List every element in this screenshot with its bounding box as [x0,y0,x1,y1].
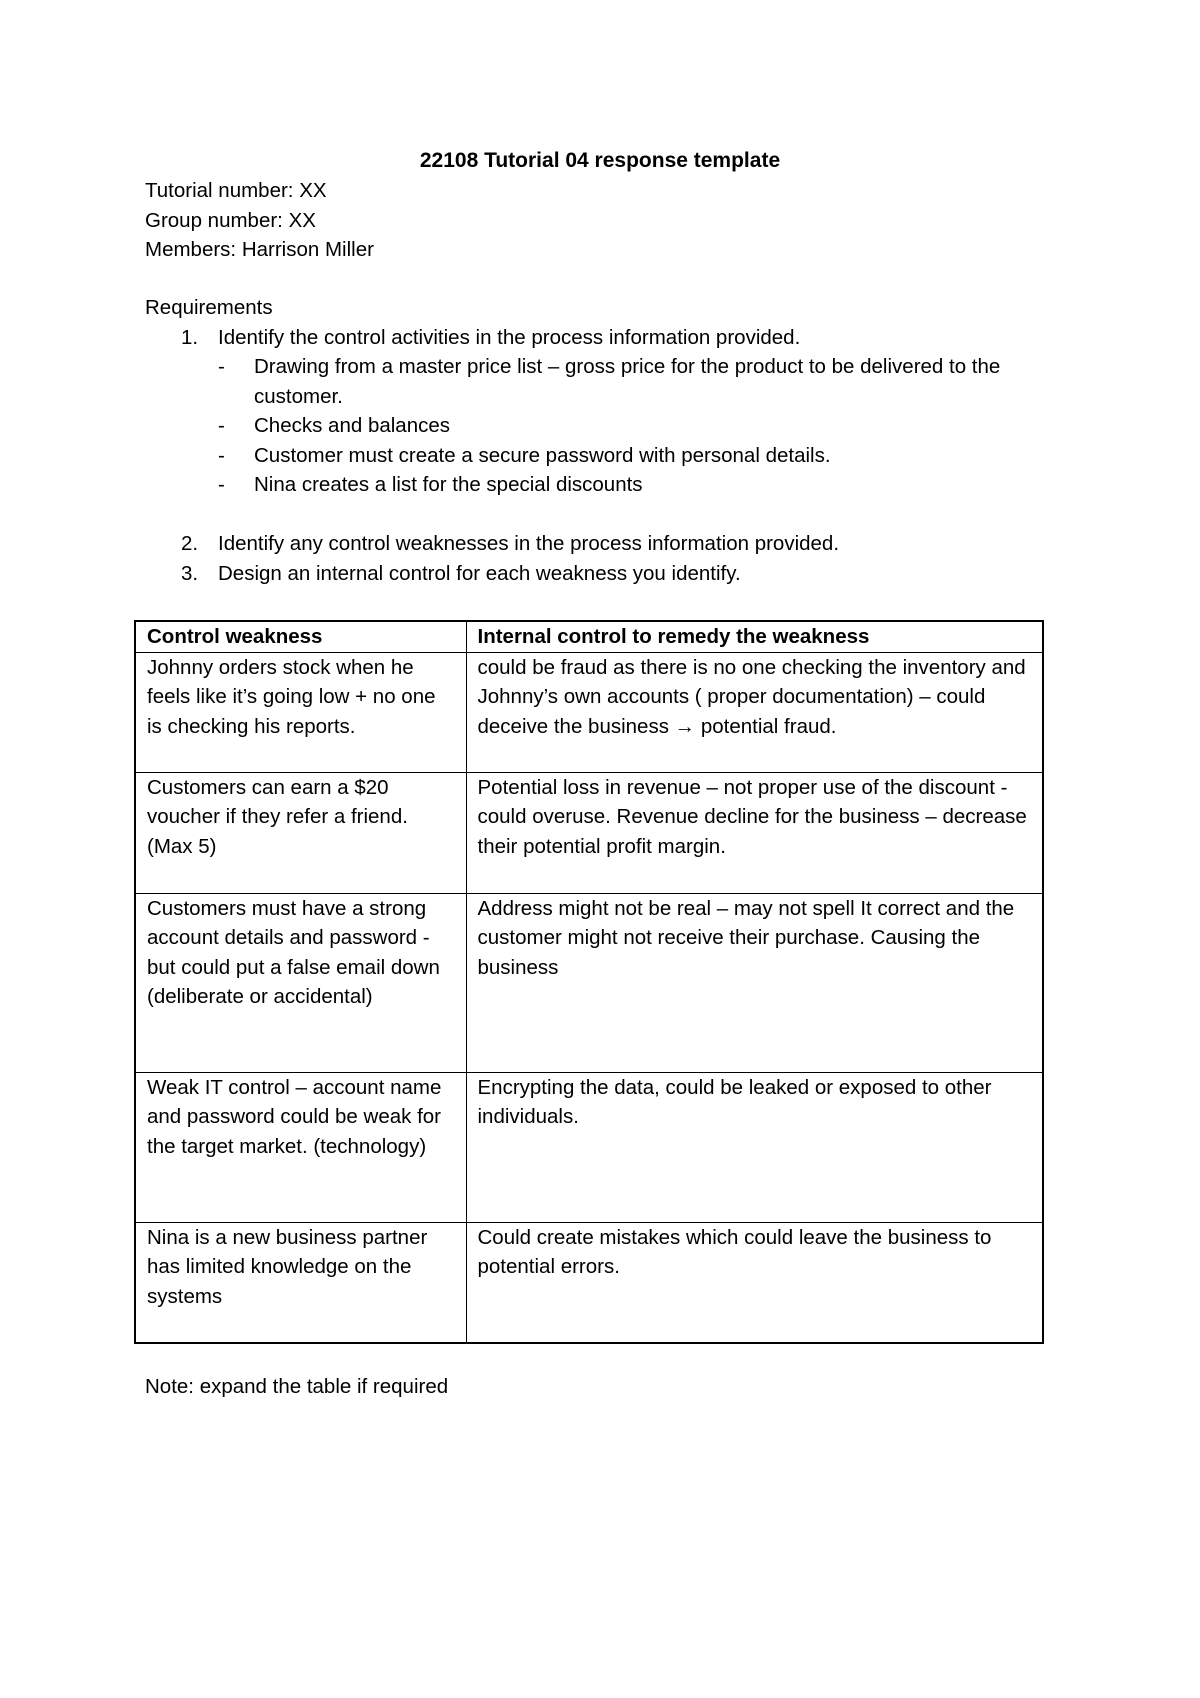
requirements-list [145,323,1065,589]
remedy-cell: Could create mistakes which could leave the business to potential errors. [466,1222,1043,1343]
requirement-number: 2. [181,532,199,555]
tutorial-number: Tutorial number: XX [145,179,327,202]
requirement-text: Identify the control activities in the process information provided. [218,325,801,349]
requirement-item [145,529,1065,559]
document-info [145,176,374,265]
dash-icon: - [218,414,225,437]
table-row [135,652,1043,772]
requirement-item [145,323,1065,530]
header-internal-control: Internal control to remedy the weakness [466,621,1043,652]
requirement-text: Identify any control weaknesses in the process information provided. [218,532,840,555]
remedy-cell: Encrypting the data, could be leaked or exposed to other individuals. [466,1072,1043,1222]
table-row [135,1072,1043,1222]
requirement-number: 3. [181,561,199,585]
table-row [135,1222,1043,1343]
requirement-item [145,559,1065,589]
document-title: 22108 Tutorial 04 response template [419,149,781,172]
header-control-weakness: Control weakness [135,621,466,652]
table-header-row [135,621,1043,652]
group-number: Group number: XX [145,208,316,232]
weakness-cell: Customers must have a strong account details and password - but could put a false email down (deliberate or accidental) [135,893,466,1072]
bullet-text: Drawing from a master price list – gross price for the product to be delivered to the customer. [254,355,1001,408]
weakness-cell: Nina is a new business partner has limited knowledge on the systems [135,1222,466,1343]
spacer [218,500,1065,530]
dash-icon: - [218,473,225,496]
weakness-cell: Customers can earn a $20 voucher if they refer a friend. (Max 5) [135,772,466,893]
bullet-item [218,352,1065,411]
table-row [135,772,1043,893]
remedy-cell: Address might not be real – may not spell It correct and the customer might not receive their purchase. Causing the business [466,893,1043,1072]
bullet-text: Checks and balances [254,414,451,437]
table-note: Note: expand the table if required [145,1375,449,1398]
bullet-text: Nina creates a list for the special discounts [254,473,643,496]
remedy-cell: Potential loss in revenue – not proper use of the discount - could overuse. Revenue decline for the business – decrease their potential profit margin. [466,772,1043,893]
requirement-number: 1. [181,325,199,349]
bullet-item [218,441,1065,471]
requirements-heading: Requirements [145,296,273,319]
control-weakness-table [134,620,1044,1344]
bullet-item [218,470,1065,500]
requirements-section [145,293,1065,588]
dash-icon: - [218,443,225,467]
remedy-cell: could be fraud as there is no one checking the inventory and Johnny’s own accounts ( proper documentation) – could deceive the business → potential fraud. [466,652,1043,772]
weakness-cell: Johnny orders stock when he feels like it’s going low + no one is checking his reports. [135,652,466,772]
requirement-text: Design an internal control for each weakness you identify. [218,561,741,585]
bullet-item [218,411,1065,441]
bullet-list [218,352,1065,500]
weakness-cell: Weak IT control – account name and password could be weak for the target market. (technology) [135,1072,466,1222]
bullet-text: Customer must create a secure password with personal details. [254,443,831,467]
dash-icon: - [218,355,225,378]
members: Members: Harrison Miller [145,238,374,261]
table-row [135,893,1043,1072]
